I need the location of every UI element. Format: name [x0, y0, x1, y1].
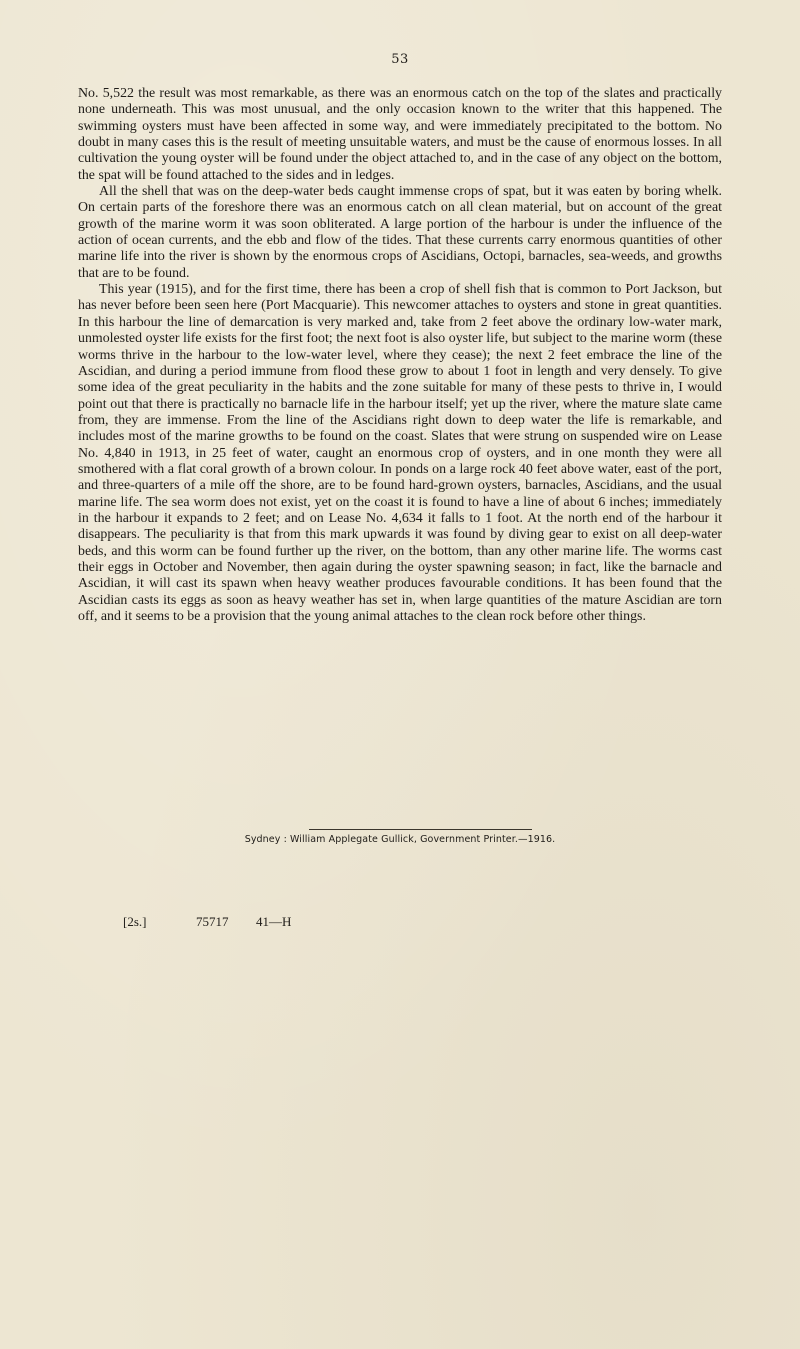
- print-number: 75717: [196, 914, 229, 929]
- printer-rule-divider: [309, 829, 532, 830]
- paragraph-3: This year (1915), and for the first time, there has been a crop of shell fish that is common to Port Jackson, but has never before been seen here (Port Macquarie). This newcomer attaches to oysters and stone in great quantities. In this harbour the line of demarcation is very marked and, take from 2 feet above the ordinary low-water mark, unmolested oyster life exists for the first foot; the next foot is also oyster life, but subject to the marine worm (these worms thrive in the harbour to the low-water level, where they cease); the next 2 feet embrace the line of the Ascidian, and during a period immune from flood these grow to about 1 foot in length and very densely. To give some idea of the great peculiarity in the habits and the zone suitable for many of these pests to thrive in, I would point out that there is practically no barnacle life in the harbour itself; yet up the river, where the mature slate came from, they are immense. From the line of the Ascidians right down to deep water the life is remarkable, and includes most of the marine growths to be found on the coast. Slates that were strung on suspended wire on Lease No. 4,840 in 1913, in 25 feet of water, caught an enormous crop of oysters, and in one month they were all smothered with a flat coral growth of a brown colour. In ponds on a large rock 40 feet above water, east of the port, and three-quarters of a mile off the shore, are to be found hard-grown oysters, barnacles, Ascidians, and the usual marine life. The sea worm does not exist, yet on the coast it is found to have a line of about 6 inches; immediately in the harbour it expands to 2 feet; and on Lease No. 4,634 it falls to 1 foot. At the north end of the harbour it disappears. The peculiarity is that from this mark upwards it was found by diving gear to exist on all deep-water beds, and this worm can be found further up the river, on the bottom, than any other marine life. The worms cast their eggs in October and November, then again during the oyster spawning season; in fact, like the barnacle and Ascidian, it will cast its spawn when heavy weather produces favourable conditions. It has been found that the Ascidian casts its eggs as soon as heavy weather has set in, when large quantities of the mature Ascidian are torn off, and it seems to be a provision that the young animal attaches to the clean rock before other things.: [78, 282, 722, 624]
- page-number: 53: [391, 52, 409, 67]
- price-mark: [2s.]: [123, 914, 147, 929]
- paragraph-1: No. 5,522 the result was most remarkable, as there was an enormous catch on the top of the slates and practically none underneath. This was most unusual, and the only occasion known to the writer that this happened. The swimming oysters must have been affected in some way, and were immediately precipitated to the bottom. No doubt in many cases this is the result of meeting unsuitable waters, and must be the cause of enormous losses. In all cultivation the young oyster will be found under the object attached to, and in the case of any object on the bottom, the spat will be found attached to the sides and in ledges.: [78, 86, 722, 183]
- signature-mark: 41—H: [256, 914, 292, 929]
- body-text: [78, 86, 722, 625]
- paragraph-2: All the shell that was on the deep-water beds caught immense crops of spat, but it was eaten by boring whelk. On certain parts of the foreshore there was an enormous catch on all clean material, but on account of the great growth of the marine worm it was soon obliterated. A large portion of the harbour is under the influence of the action of ocean currents, and the ebb and flow of the tides. That these currents carry enormous quantities of other marine life into the river is shown by the enormous crops of Ascidians, Octopi, barnacles, sea-weeds, and growths that are to be found.: [78, 184, 722, 281]
- printer-imprint: Sydney : William Applegate Gullick, Government Printer.—1916.: [244, 834, 556, 845]
